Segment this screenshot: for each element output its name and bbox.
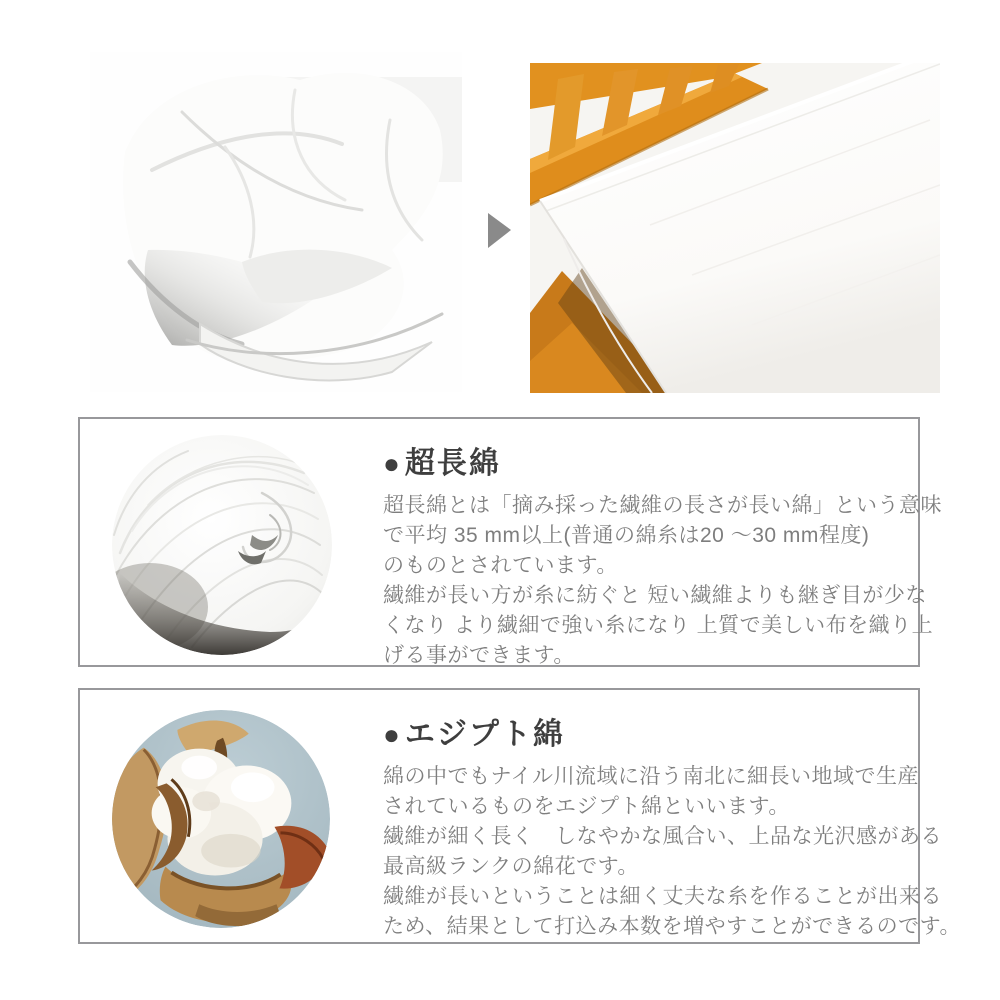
bed-with-sheet-illustration bbox=[530, 63, 940, 393]
crumpled-sheet-illustration bbox=[90, 52, 462, 392]
body-line: ため、結果として打込み本数を増やすことができるのです。 bbox=[383, 915, 961, 938]
section-title: エジプト綿 bbox=[404, 718, 565, 751]
section-heading bbox=[383, 718, 904, 752]
section-body bbox=[383, 491, 942, 671]
section-heading bbox=[383, 447, 904, 481]
yarn-ball-photo bbox=[112, 435, 332, 655]
section-body bbox=[383, 762, 961, 942]
after-photo-bed-image bbox=[530, 63, 940, 393]
before-photo-crumpled-sheet-image bbox=[90, 52, 462, 392]
body-line: のものとされています。 bbox=[383, 554, 618, 577]
body-line: で平均 35 mm以上(普通の綿糸は20 ～30 mm程度) bbox=[383, 524, 870, 547]
yarn-ball-image bbox=[112, 435, 332, 655]
body-line: 綿の中でもナイル川流域に沿う南北に細長い地域で生産 bbox=[383, 765, 920, 788]
section-text-column bbox=[383, 718, 961, 942]
transition-arrow-icon bbox=[488, 213, 511, 248]
body-line: 繊維が長いということは細く丈夫な糸を作ることが出来る bbox=[383, 885, 942, 908]
section-extra-long-staple-cotton bbox=[78, 417, 942, 667]
body-line: 最高級ランクの綿花です。 bbox=[383, 855, 639, 878]
body-line: 繊維が細く長く しなやかな風合い、上品な光沢感がある bbox=[383, 825, 942, 848]
cotton-boll-photo bbox=[112, 710, 330, 928]
bullet-icon: ● bbox=[383, 448, 402, 479]
bullet-icon: ● bbox=[383, 719, 402, 750]
body-line: 繊維が長い方が糸に紡ぐと 短い繊維よりも継ぎ目が少な bbox=[383, 584, 927, 607]
section-title: 超長綿 bbox=[404, 447, 501, 480]
body-line: されているものをエジプト綿といいます。 bbox=[383, 795, 790, 818]
body-line: くなり より繊細で強い糸になり 上質で美しい布を織り上 bbox=[383, 614, 934, 637]
body-line: げる事ができます。 bbox=[383, 644, 575, 667]
section-text-column bbox=[383, 447, 942, 671]
section-egyptian-cotton bbox=[78, 688, 961, 944]
cotton-boll-image bbox=[112, 710, 330, 928]
body-line: 超長綿とは「摘み採った繊維の長さが長い綿」という意味 bbox=[383, 494, 942, 517]
